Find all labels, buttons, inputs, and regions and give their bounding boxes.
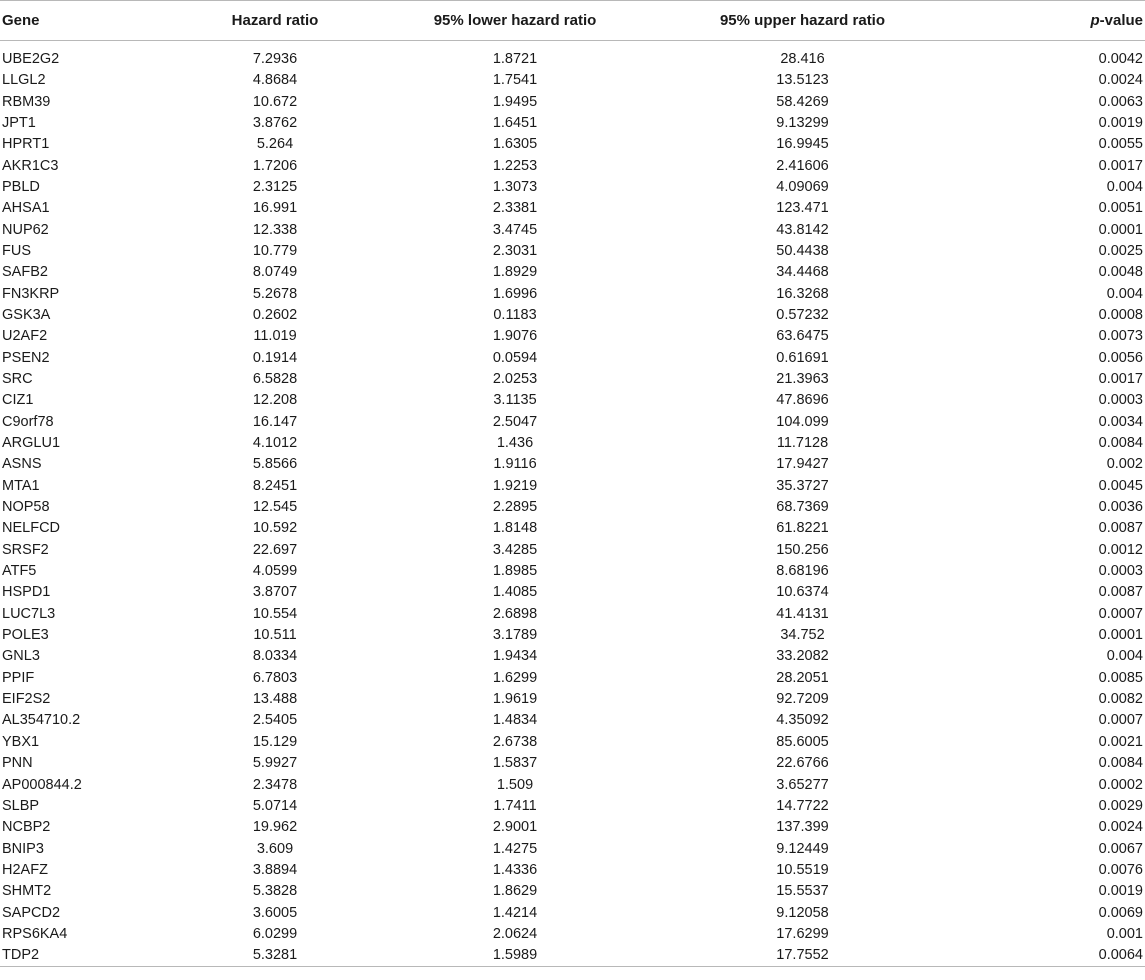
cell-lower-hazard-ratio: 3.1135 — [493, 392, 537, 409]
cell-upper-hazard-ratio: 41.4131 — [776, 605, 829, 622]
cell-p-value: 0.0003 — [1098, 392, 1143, 409]
table-row — [0, 881, 1145, 902]
table-row — [0, 561, 1145, 582]
cell-hazard-ratio: 8.0749 — [252, 264, 298, 281]
cell-upper-hazard-ratio: 47.8696 — [776, 392, 829, 409]
cell-lower-hazard-ratio: 1.509 — [496, 776, 534, 793]
cell-p-value: 0.0012 — [1098, 541, 1143, 558]
table-row — [0, 838, 1145, 859]
table-row — [0, 177, 1145, 198]
cell-lower-hazard-ratio: 2.5047 — [492, 413, 538, 430]
cell-gene: PBLD — [2, 178, 40, 195]
cell-p-value: 0.0001 — [1098, 221, 1143, 238]
cell-upper-hazard-ratio: 104.099 — [776, 413, 829, 430]
cell-gene: NUP62 — [2, 221, 49, 238]
cell-hazard-ratio: 4.0599 — [252, 563, 298, 580]
cell-upper-hazard-ratio: 68.7369 — [776, 499, 829, 516]
cell-lower-hazard-ratio: 1.9116 — [493, 456, 537, 473]
cell-lower-hazard-ratio: 0.1183 — [493, 306, 537, 323]
table-row — [0, 412, 1145, 433]
cell-hazard-ratio: 0.2602 — [252, 306, 298, 323]
cell-gene: RBM39 — [2, 93, 51, 110]
table-row — [0, 924, 1145, 945]
cell-lower-hazard-ratio: 2.6738 — [492, 733, 538, 750]
table-row — [0, 732, 1145, 753]
cell-lower-hazard-ratio: 2.6898 — [492, 605, 538, 622]
cell-lower-hazard-ratio: 2.2895 — [492, 499, 538, 516]
table-row — [0, 41, 1145, 71]
table-row — [0, 902, 1145, 923]
cell-p-value: 0.0048 — [1098, 264, 1143, 281]
cell-gene: POLE3 — [2, 627, 49, 644]
cell-gene: NELFCD — [2, 520, 61, 537]
cell-upper-hazard-ratio: 11.7128 — [776, 435, 829, 452]
cell-upper-hazard-ratio: 22.6766 — [776, 755, 829, 772]
table-row — [0, 347, 1145, 368]
cell-upper-hazard-ratio: 35.3727 — [776, 477, 829, 494]
cell-hazard-ratio: 4.1012 — [252, 435, 298, 452]
cell-p-value: 0.004 — [1106, 285, 1143, 302]
cell-gene: AP000844.2 — [2, 776, 82, 793]
cell-hazard-ratio: 15.129 — [252, 733, 298, 750]
cell-lower-hazard-ratio: 2.0253 — [492, 370, 538, 387]
cell-gene: AL354710.2 — [2, 712, 81, 729]
cell-lower-hazard-ratio: 3.1789 — [492, 627, 538, 644]
cell-lower-hazard-ratio: 1.9076 — [492, 328, 538, 345]
cell-upper-hazard-ratio: 8.68196 — [776, 563, 829, 580]
cell-upper-hazard-ratio: 4.09069 — [776, 178, 829, 195]
header-row — [0, 1, 1145, 41]
cell-p-value: 0.0073 — [1098, 328, 1143, 345]
cell-hazard-ratio: 16.147 — [252, 413, 298, 430]
cell-p-value: 0.0024 — [1098, 819, 1143, 836]
cell-hazard-ratio: 6.7803 — [252, 669, 298, 686]
cell-hazard-ratio: 0.1914 — [252, 349, 298, 366]
cell-hazard-ratio: 7.2936 — [252, 51, 298, 67]
cell-gene: SRSF2 — [2, 541, 49, 558]
cell-p-value: 0.0051 — [1098, 200, 1143, 217]
cell-lower-hazard-ratio: 1.8929 — [492, 264, 538, 281]
cell-hazard-ratio: 10.511 — [253, 627, 297, 644]
cell-lower-hazard-ratio: 1.9495 — [492, 93, 538, 110]
cell-gene: HSPD1 — [2, 584, 51, 601]
table-row — [0, 305, 1145, 326]
cell-p-value: 0.0002 — [1098, 776, 1143, 793]
cell-p-value: 0.0076 — [1098, 861, 1143, 878]
header-upper-hazard-ratio: 95% upper hazard ratio — [650, 1, 955, 41]
cell-hazard-ratio: 5.264 — [256, 136, 294, 153]
cell-gene: GSK3A — [2, 306, 51, 323]
cell-gene: SHMT2 — [2, 883, 52, 900]
cell-hazard-ratio: 10.672 — [252, 93, 298, 110]
cell-lower-hazard-ratio: 1.2253 — [492, 157, 538, 174]
header-lower-hazard-ratio: 95% lower hazard ratio — [380, 1, 650, 41]
table-row — [0, 582, 1145, 603]
cell-upper-hazard-ratio: 17.6299 — [776, 925, 829, 942]
cell-lower-hazard-ratio: 1.4834 — [492, 712, 538, 729]
cell-upper-hazard-ratio: 34.4468 — [776, 264, 829, 281]
cell-gene: H2AFZ — [2, 861, 48, 878]
table-row — [0, 113, 1145, 134]
cell-hazard-ratio: 5.9927 — [252, 755, 298, 772]
cell-lower-hazard-ratio: 2.3031 — [492, 242, 538, 259]
cell-upper-hazard-ratio: 21.3963 — [776, 370, 829, 387]
cell-upper-hazard-ratio: 14.7722 — [776, 797, 829, 814]
cell-gene: RPS6KA4 — [2, 925, 68, 942]
cell-gene: LUC7L3 — [2, 605, 56, 622]
table-row — [0, 796, 1145, 817]
table-row — [0, 390, 1145, 411]
cell-hazard-ratio: 12.545 — [252, 499, 298, 516]
cell-hazard-ratio: 8.0334 — [252, 648, 298, 665]
cell-upper-hazard-ratio: 9.12058 — [776, 904, 829, 921]
cell-gene: CIZ1 — [2, 392, 34, 409]
cell-p-value: 0.0084 — [1098, 435, 1143, 452]
cell-p-value: 0.0085 — [1098, 669, 1143, 686]
header-p-italic: p — [1090, 12, 1100, 29]
cell-gene: NOP58 — [2, 499, 50, 516]
cell-hazard-ratio: 12.208 — [252, 392, 298, 409]
cell-lower-hazard-ratio: 1.6451 — [492, 114, 538, 131]
header-hazard-ratio: Hazard ratio — [170, 1, 380, 41]
cell-lower-hazard-ratio: 1.8985 — [492, 563, 538, 580]
table-row — [0, 433, 1145, 454]
table-row — [0, 91, 1145, 112]
cell-hazard-ratio: 10.592 — [252, 520, 298, 537]
cell-lower-hazard-ratio: 2.3381 — [492, 200, 538, 217]
cell-gene: JPT1 — [2, 114, 36, 131]
cell-hazard-ratio: 1.7206 — [252, 157, 298, 174]
cell-gene: PSEN2 — [2, 349, 50, 366]
table-row — [0, 540, 1145, 561]
cell-hazard-ratio: 3.8894 — [252, 861, 298, 878]
header-gene: Gene — [0, 1, 170, 41]
cell-upper-hazard-ratio: 43.8142 — [776, 221, 829, 238]
cell-lower-hazard-ratio: 1.8148 — [492, 520, 538, 537]
cell-hazard-ratio: 2.3478 — [252, 776, 298, 793]
table-row — [0, 518, 1145, 539]
table-row — [0, 774, 1145, 795]
cell-hazard-ratio: 8.2451 — [252, 477, 298, 494]
cell-hazard-ratio: 5.8566 — [252, 456, 298, 473]
cell-upper-hazard-ratio: 28.2051 — [776, 669, 829, 686]
cell-lower-hazard-ratio: 1.436 — [496, 435, 534, 452]
cell-p-value: 0.0063 — [1098, 93, 1143, 110]
cell-p-value: 0.0042 — [1098, 51, 1143, 67]
cell-hazard-ratio: 2.3125 — [252, 178, 298, 195]
cell-gene: SAPCD2 — [2, 904, 61, 921]
cell-lower-hazard-ratio: 2.9001 — [492, 819, 538, 836]
cell-lower-hazard-ratio: 3.4285 — [492, 541, 538, 558]
cell-upper-hazard-ratio: 0.61691 — [776, 349, 829, 366]
table-row — [0, 369, 1145, 390]
header-p-suffix: -value — [1099, 12, 1143, 29]
table-row — [0, 134, 1145, 155]
cell-p-value: 0.0001 — [1098, 627, 1143, 644]
cell-upper-hazard-ratio: 4.35092 — [776, 712, 829, 729]
cell-p-value: 0.0007 — [1098, 712, 1143, 729]
cell-gene: FUS — [2, 242, 31, 259]
table-row — [0, 753, 1145, 774]
table-row — [0, 219, 1145, 240]
cell-p-value: 0.0017 — [1098, 370, 1143, 387]
cell-upper-hazard-ratio: 16.9945 — [776, 136, 829, 153]
cell-gene: PPIF — [2, 669, 35, 686]
cell-gene: NCBP2 — [2, 819, 51, 836]
cell-hazard-ratio: 6.0299 — [252, 925, 298, 942]
table-body — [0, 41, 1145, 967]
cell-p-value: 0.004 — [1106, 648, 1143, 665]
cell-p-value: 0.0025 — [1098, 242, 1143, 259]
cell-p-value: 0.0069 — [1098, 904, 1143, 921]
cell-upper-hazard-ratio: 150.256 — [776, 541, 829, 558]
cell-upper-hazard-ratio: 3.65277 — [776, 776, 829, 793]
cell-upper-hazard-ratio: 13.5123 — [776, 72, 829, 89]
cell-p-value: 0.002 — [1106, 456, 1143, 473]
cell-p-value: 0.0056 — [1098, 349, 1143, 366]
cell-gene: MTA1 — [2, 477, 40, 494]
cell-lower-hazard-ratio: 1.3073 — [492, 178, 538, 195]
cell-gene: GNL3 — [2, 648, 40, 665]
cell-upper-hazard-ratio: 0.57232 — [776, 306, 829, 323]
table-row — [0, 155, 1145, 176]
cell-lower-hazard-ratio: 1.5837 — [492, 755, 538, 772]
cell-lower-hazard-ratio: 1.6305 — [492, 136, 538, 153]
table-row — [0, 198, 1145, 219]
cell-upper-hazard-ratio: 15.5537 — [776, 883, 829, 900]
cell-gene: ATF5 — [2, 563, 37, 580]
cell-hazard-ratio: 22.697 — [252, 541, 298, 558]
cell-lower-hazard-ratio: 2.0624 — [492, 925, 538, 942]
cell-lower-hazard-ratio: 1.4336 — [492, 861, 538, 878]
cell-hazard-ratio: 3.8762 — [252, 114, 298, 131]
cell-p-value: 0.0055 — [1098, 136, 1143, 153]
cell-upper-hazard-ratio: 9.13299 — [776, 114, 829, 131]
table-row — [0, 625, 1145, 646]
table-row — [0, 817, 1145, 838]
table-row — [0, 689, 1145, 710]
table-row — [0, 283, 1145, 304]
cell-gene: AHSA1 — [2, 200, 50, 217]
cell-gene: EIF2S2 — [2, 691, 51, 708]
table-row — [0, 476, 1145, 497]
cell-gene: HPRT1 — [2, 136, 50, 153]
cell-hazard-ratio: 5.3828 — [252, 883, 298, 900]
table-row — [0, 326, 1145, 347]
cell-upper-hazard-ratio: 28.416 — [780, 51, 825, 67]
cell-lower-hazard-ratio: 1.8721 — [492, 51, 538, 67]
cell-upper-hazard-ratio: 137.399 — [776, 819, 829, 836]
cell-gene: SRC — [2, 370, 33, 387]
cell-lower-hazard-ratio: 1.4085 — [492, 584, 538, 601]
cell-hazard-ratio: 5.2678 — [252, 285, 298, 302]
table-header — [0, 1, 1145, 41]
cell-upper-hazard-ratio: 33.2082 — [776, 648, 829, 665]
table-row — [0, 646, 1145, 667]
cell-upper-hazard-ratio: 63.6475 — [776, 328, 829, 345]
table-row — [0, 945, 1145, 967]
cell-lower-hazard-ratio: 1.9619 — [492, 691, 538, 708]
cell-hazard-ratio: 5.3281 — [170, 945, 380, 967]
table-row — [0, 70, 1145, 91]
cell-p-value: 0.004 — [1106, 178, 1143, 195]
cell-lower-hazard-ratio: 1.5989 — [380, 945, 650, 967]
cell-p-value: 0.0064 — [955, 945, 1145, 967]
table-row — [0, 604, 1145, 625]
cell-p-value: 0.0087 — [1098, 520, 1143, 537]
cell-hazard-ratio: 11.019 — [253, 328, 297, 345]
cell-upper-hazard-ratio: 92.7209 — [776, 691, 829, 708]
cell-hazard-ratio: 19.962 — [252, 819, 298, 836]
cell-p-value: 0.0021 — [1098, 733, 1143, 750]
cell-hazard-ratio: 2.5405 — [252, 712, 298, 729]
cell-upper-hazard-ratio: 10.6374 — [776, 584, 829, 601]
cell-gene: C9orf78 — [2, 413, 54, 430]
cell-lower-hazard-ratio: 1.9219 — [492, 477, 538, 494]
cell-upper-hazard-ratio: 16.3268 — [776, 285, 829, 302]
cell-hazard-ratio: 3.6005 — [252, 904, 298, 921]
cell-p-value: 0.001 — [1106, 925, 1143, 942]
cell-upper-hazard-ratio: 50.4438 — [776, 242, 829, 259]
cell-upper-hazard-ratio: 17.9427 — [776, 456, 829, 473]
cell-p-value: 0.0082 — [1098, 691, 1143, 708]
cell-hazard-ratio: 12.338 — [252, 221, 298, 238]
cell-lower-hazard-ratio: 1.6299 — [492, 669, 538, 686]
table-row — [0, 710, 1145, 731]
cell-lower-hazard-ratio: 1.4214 — [492, 904, 538, 921]
cell-upper-hazard-ratio: 61.8221 — [776, 520, 829, 537]
cell-lower-hazard-ratio: 1.8629 — [492, 883, 538, 900]
cell-upper-hazard-ratio: 34.752 — [780, 627, 825, 644]
cell-p-value: 0.0003 — [1098, 563, 1143, 580]
cell-upper-hazard-ratio: 17.7552 — [650, 945, 955, 967]
header-p-value — [955, 1, 1145, 41]
cell-gene: FN3KRP — [2, 285, 60, 302]
cell-upper-hazard-ratio: 85.6005 — [776, 733, 829, 750]
cell-upper-hazard-ratio: 9.12449 — [776, 840, 829, 857]
cell-hazard-ratio: 5.0714 — [252, 797, 298, 814]
cell-p-value: 0.0019 — [1098, 883, 1143, 900]
cell-hazard-ratio: 16.991 — [252, 200, 298, 217]
table-row — [0, 668, 1145, 689]
cell-upper-hazard-ratio: 2.41606 — [776, 157, 829, 174]
cell-hazard-ratio: 10.554 — [252, 605, 298, 622]
table-row — [0, 241, 1145, 262]
cell-lower-hazard-ratio: 0.0594 — [492, 349, 538, 366]
cell-lower-hazard-ratio: 1.6996 — [492, 285, 538, 302]
cell-gene: BNIP3 — [2, 840, 44, 857]
cell-p-value: 0.0008 — [1098, 306, 1143, 323]
cell-p-value: 0.0024 — [1098, 72, 1143, 89]
cell-lower-hazard-ratio: 1.4275 — [492, 840, 538, 857]
table-row — [0, 454, 1145, 475]
cell-lower-hazard-ratio: 1.7411 — [493, 797, 537, 814]
cell-hazard-ratio: 10.779 — [252, 242, 298, 259]
cell-p-value: 0.0019 — [1098, 114, 1143, 131]
cell-p-value: 0.0034 — [1098, 413, 1143, 430]
cell-hazard-ratio: 4.8684 — [252, 72, 298, 89]
cell-upper-hazard-ratio: 58.4269 — [776, 93, 829, 110]
cell-upper-hazard-ratio: 123.471 — [776, 200, 829, 217]
cell-lower-hazard-ratio: 3.4745 — [492, 221, 538, 238]
cell-gene: UBE2G2 — [2, 51, 60, 67]
cell-p-value: 0.0087 — [1098, 584, 1143, 601]
cell-p-value: 0.0036 — [1098, 499, 1143, 516]
cell-p-value: 0.0067 — [1098, 840, 1143, 857]
cell-hazard-ratio: 3.8707 — [252, 584, 298, 601]
cell-hazard-ratio: 13.488 — [252, 691, 298, 708]
cell-p-value: 0.0084 — [1098, 755, 1143, 772]
table-row — [0, 262, 1145, 283]
cell-gene: YBX1 — [2, 733, 40, 750]
cell-hazard-ratio: 3.609 — [256, 840, 294, 857]
table-row — [0, 860, 1145, 881]
table-row — [0, 497, 1145, 518]
cell-lower-hazard-ratio: 1.7541 — [492, 72, 538, 89]
cell-gene: ASNS — [2, 456, 42, 473]
cell-p-value: 0.0007 — [1098, 605, 1143, 622]
cell-gene: SAFB2 — [2, 264, 48, 281]
cell-gene: ARGLU1 — [2, 435, 61, 452]
cell-p-value: 0.0045 — [1098, 477, 1143, 494]
cell-p-value: 0.0029 — [1098, 797, 1143, 814]
cell-p-value: 0.0017 — [1098, 157, 1143, 174]
cell-upper-hazard-ratio: 10.5519 — [776, 861, 829, 878]
cell-gene: AKR1C3 — [2, 157, 59, 174]
cell-gene: LLGL2 — [2, 72, 46, 89]
cell-gene: U2AF2 — [2, 328, 48, 345]
cell-lower-hazard-ratio: 1.9434 — [492, 648, 538, 665]
cell-gene: TDP2 — [0, 945, 170, 967]
cell-hazard-ratio: 6.5828 — [252, 370, 298, 387]
cell-gene: PNN — [2, 755, 33, 772]
cell-gene: SLBP — [2, 797, 40, 814]
